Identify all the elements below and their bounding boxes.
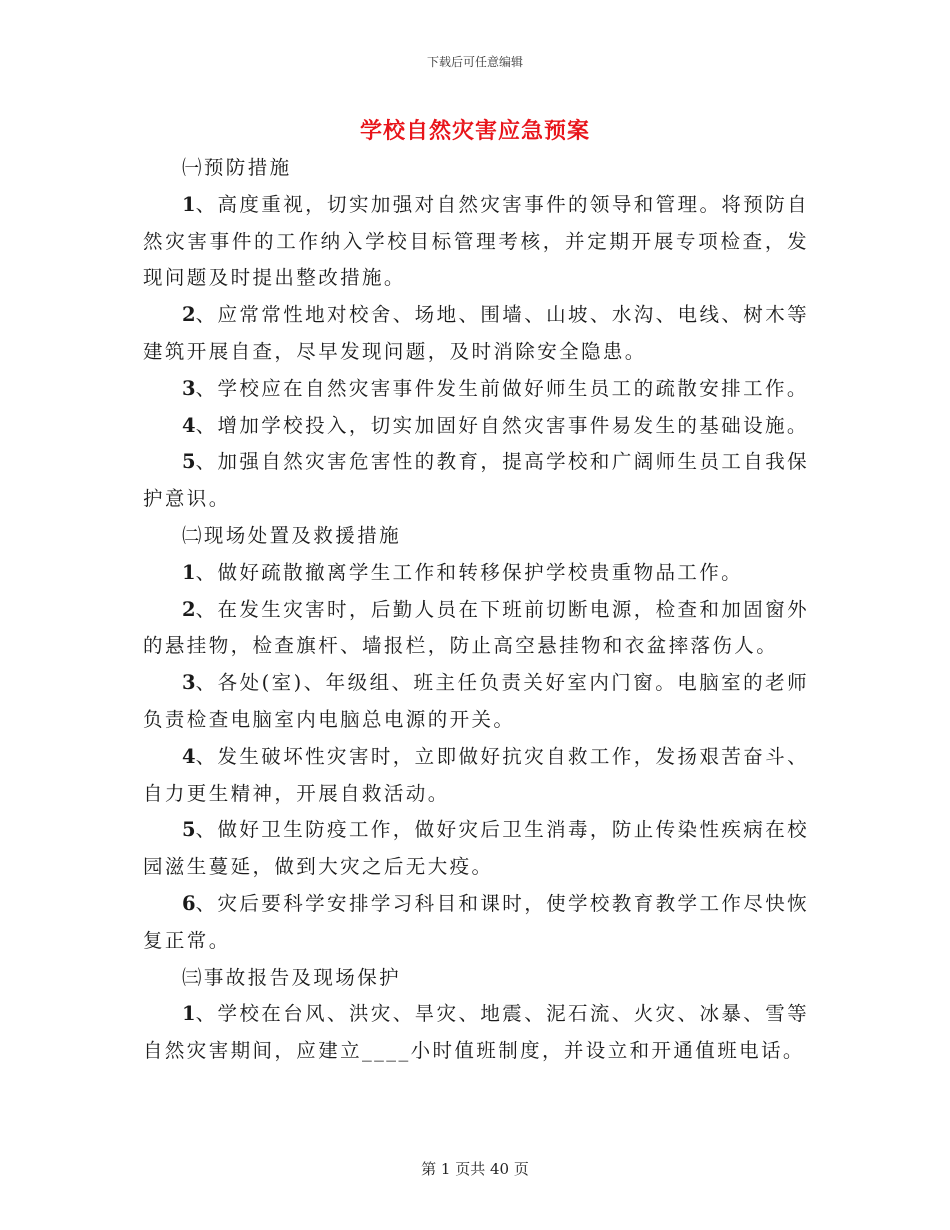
paragraph-prevention-5: 5、加强自然灾害危害性的教育，提高学校和广阔师生员工自我保护意识。 (143, 450, 809, 511)
paragraph-prevention-1: 1、高度重视，切实加强对自然灾害事件的领导和管理。将预防自然灾害事件的工作纳入学校目标管理考核，并定期开展专项检查，发现问题及时提出整改措施。 (143, 192, 809, 290)
paragraph-response-4: 4、发生破坏性灾害时，立即做好抗灾自救工作，发扬艰苦奋斗、自力更生精神，开展自救活动。 (143, 744, 809, 805)
paragraph-response-3: 3、各处(室)、年级组、班主任负责关好室内门窗。电脑室的老师负责检查电脑室内电脑总电源的开关。 (143, 671, 809, 731)
paragraph-response-5: 5、做好卫生防疫工作，做好灾后卫生消毒，防止传染性疾病在校园滋生蔓延，做到大灾之后无大疫。 (143, 818, 809, 879)
document-title: 学校自然灾害应急预案 (359, 118, 590, 144)
paragraph-prevention-4: 4、增加学校投入，切实加固好自然灾害事件易发生的基础设施。 (182, 413, 809, 437)
paragraph-reporting-1: 1、学校在台风、洪灾、旱灾、地震、泥石流、火灾、冰暴、雪等自然灾害期间，应建立____小时值班制度，并设立和开通值班电话。 (143, 1002, 809, 1063)
section-heading-reporting: ㈢事故报告及现场保护 (182, 965, 402, 989)
paragraph-prevention-2: 2、应常常性地对校舍、场地、围墙、山坡、水沟、电线、树木等建筑开展自查，尽早发现问题，及时消除安全隐患。 (143, 303, 809, 363)
paragraph-response-6: 6、灾后要科学安排学习科目和课时，使学校教育教学工作尽快恢复正常。 (143, 891, 809, 952)
section-heading-prevention: ㈠预防措施 (182, 156, 292, 179)
page-header: 下载后可任意编辑 (426, 55, 523, 69)
paragraph-prevention-3: 3、学校应在自然灾害事件发生前做好师生员工的疏散安排工作。 (182, 376, 809, 400)
page-footer: 第 1 页共 40 页 (421, 1160, 529, 1178)
document-body (143, 150, 809, 1070)
paragraph-response-2: 2、在发生灾害时，后勤人员在下班前切断电源，检查和加固窗外的悬挂物，检查旗杆、墙报栏，防止高空悬挂物和衣盆摔落伤人。 (143, 597, 809, 658)
paragraph-response-1: 1、做好疏散撤离学生工作和转移保护学校贵重物品工作。 (182, 560, 744, 584)
section-heading-response: ㈡现场处置及救援措施 (182, 523, 402, 547)
